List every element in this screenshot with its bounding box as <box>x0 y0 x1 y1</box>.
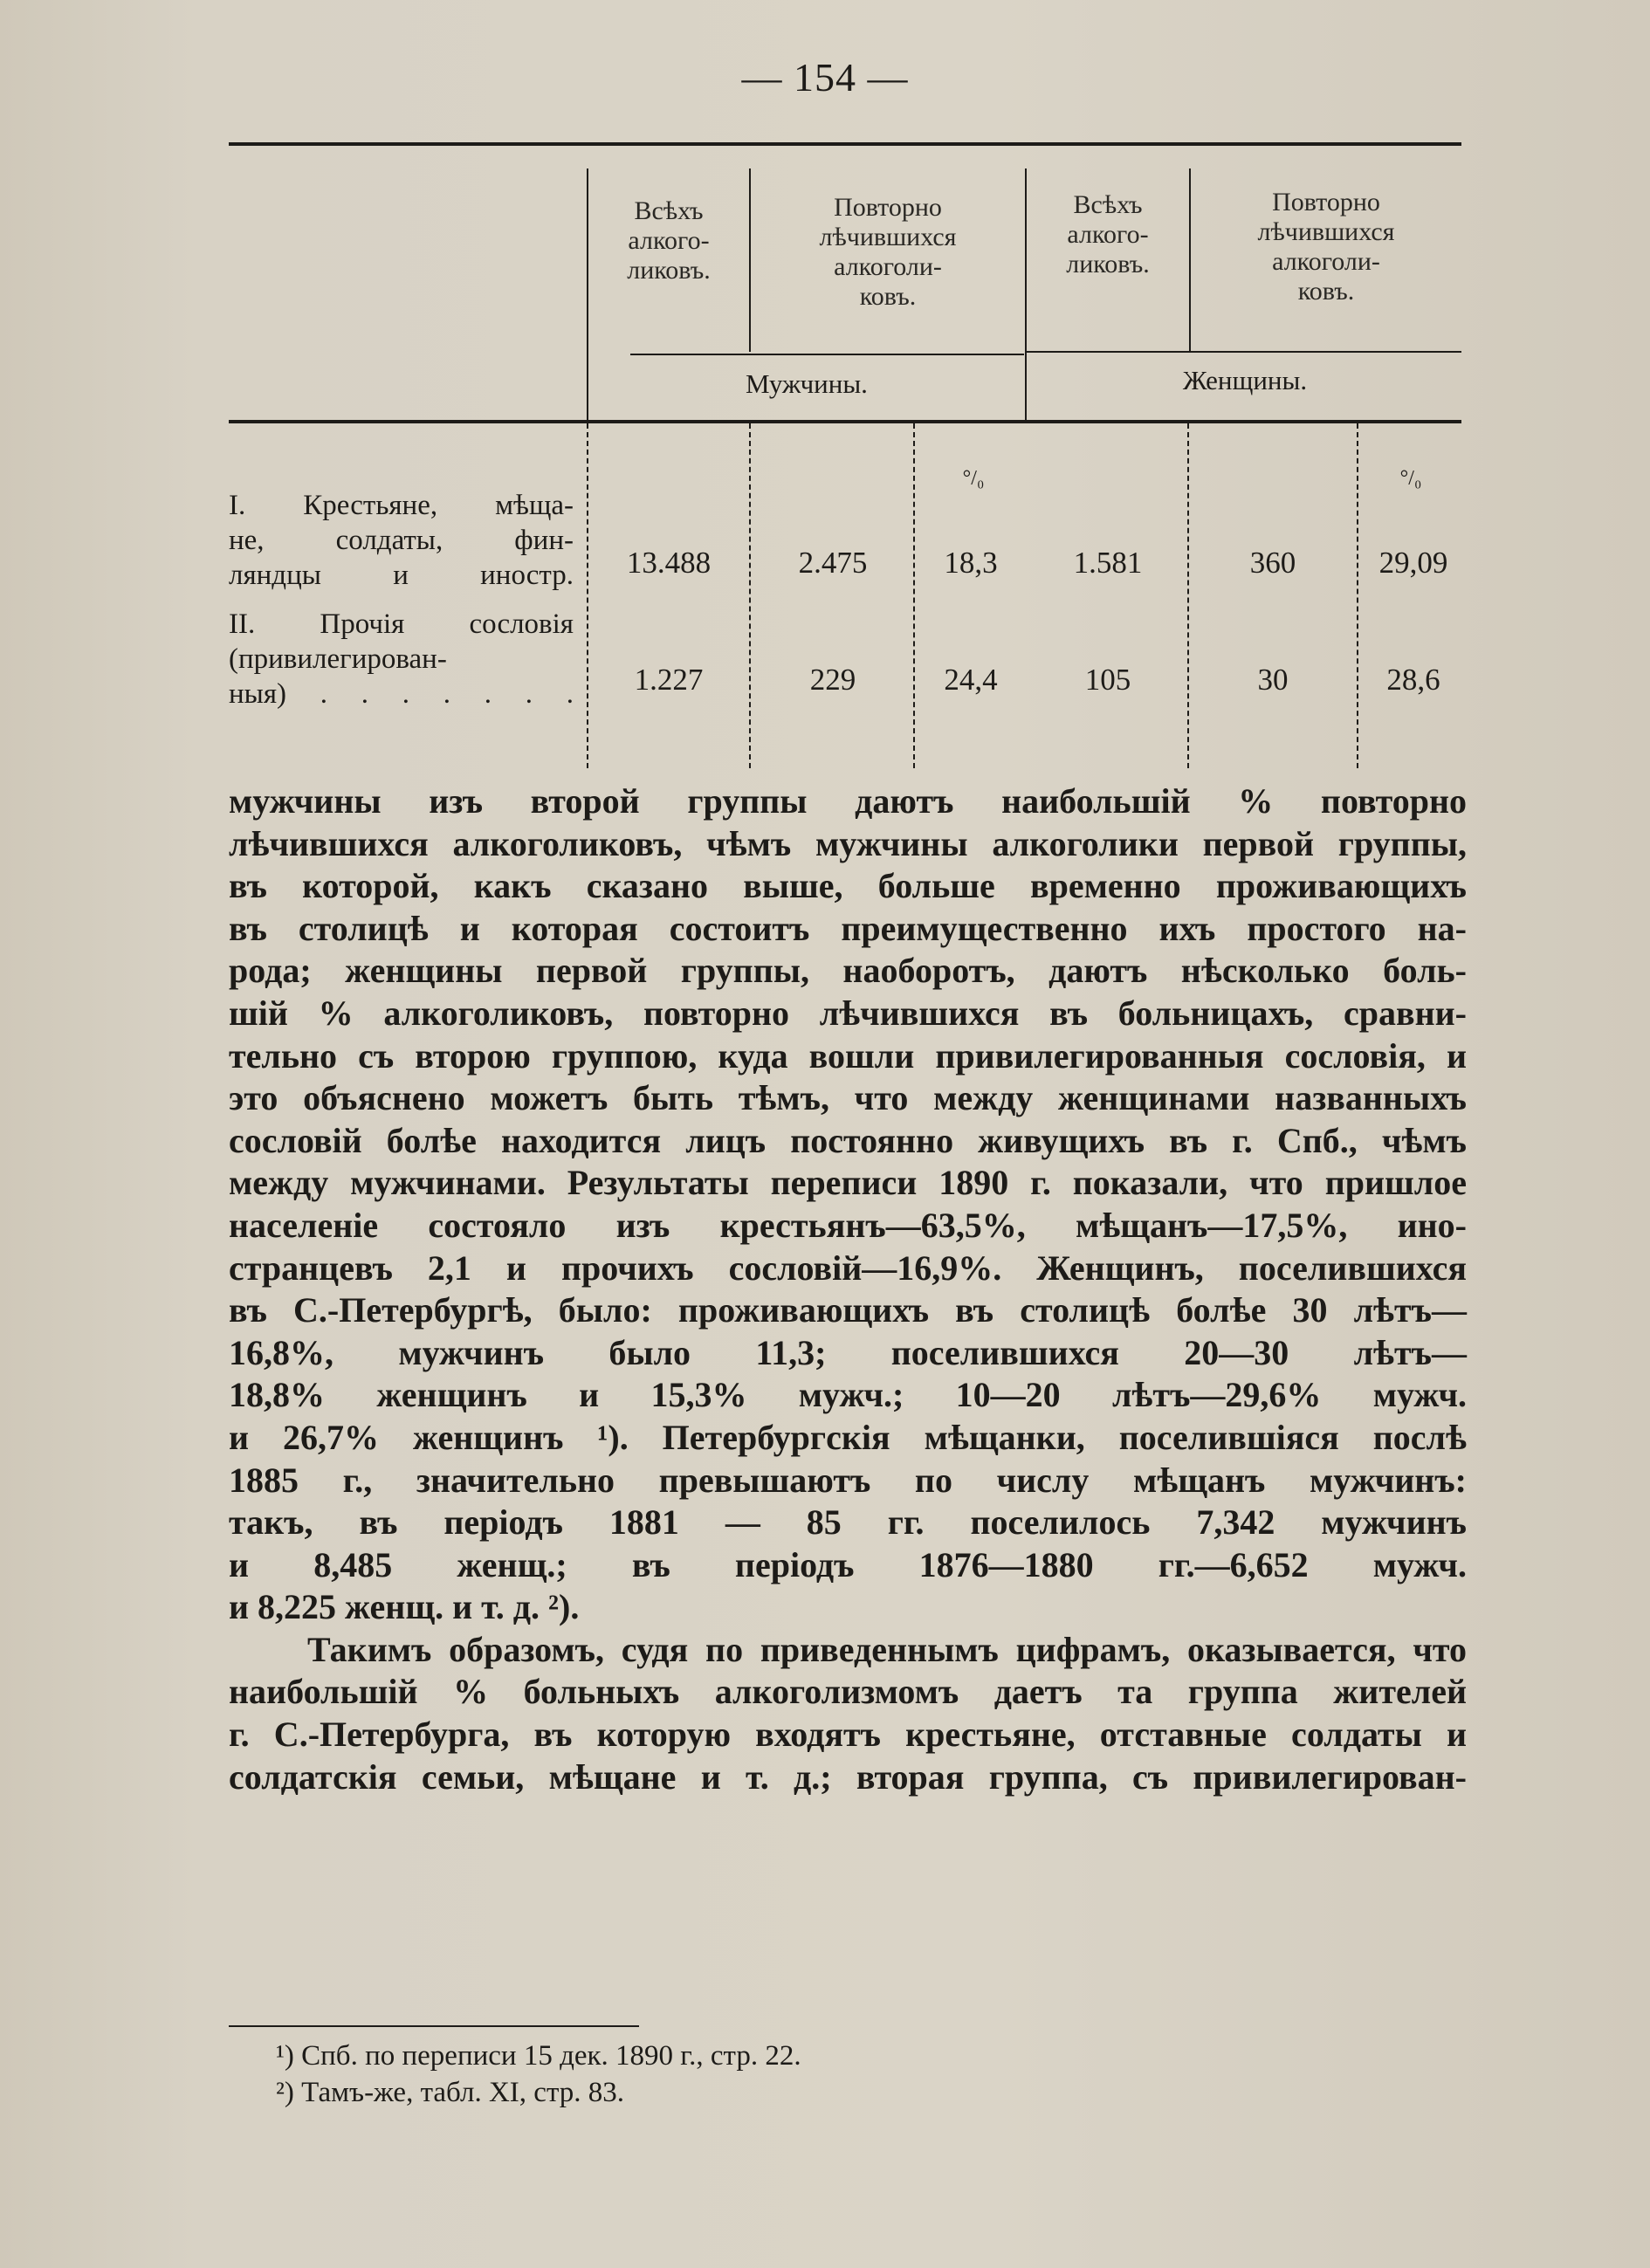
body-text <box>229 780 1467 1798</box>
col-rule-dashed <box>749 423 751 768</box>
col-rule <box>1189 168 1191 352</box>
cell-men-pct-2: 24,4 <box>944 663 998 697</box>
header-men-total: Всѣхъ алкого- ликовъ. <box>627 196 711 285</box>
cell-women-pct-1: 29,09 <box>1378 546 1448 580</box>
col-rule-dashed <box>1187 423 1189 768</box>
cell-women-pct-2: 28,6 <box>1386 663 1440 697</box>
header-women-repeat: Повторно лѣчившихся алкоголи- ковъ. <box>1257 188 1395 306</box>
text-line: 18,8% женщинъ и 15,3% мужч.; 10—20 лѣтъ—29,6% мужч. <box>229 1375 1467 1415</box>
text-line: Такимъ образомъ, судя по приведеннымъ цифрамъ, оказывается, что <box>307 1629 1467 1669</box>
footnote-2: ²) Тамъ-же, табл. XI, стр. 83. <box>276 2077 625 2108</box>
header-women-total: Всѣхъ алкого- ликовъ. <box>1066 190 1150 278</box>
row-label-1: I. Крестьяне, мѣща- не, солдаты, фин- ляндцы и иностр. <box>229 490 574 591</box>
text-line: въ С.-Петербургѣ, было: проживающихъ въ столицѣ болѣе 30 лѣтъ— <box>229 1290 1467 1330</box>
cell-men-repeat-2: 229 <box>809 663 856 697</box>
cell-women-total-2: 105 <box>1084 663 1131 697</box>
text-line: сословій болѣе находится лицъ постоянно живущихъ въ г. Спб., чѣмъ <box>229 1120 1467 1160</box>
col-rule <box>587 168 588 420</box>
header-bottom-rule <box>229 420 1461 423</box>
text-line: тельно съ второю группою, куда вошли привилегированныя сословія, и <box>229 1035 1467 1076</box>
text-line: странцевъ 2,1 и прочихъ сословій—16,9%. Женщинъ, поселившихся <box>229 1247 1467 1288</box>
footnote-1: ¹) Спб. по переписи 15 дек. 1890 г., стр. 22. <box>276 2040 801 2072</box>
cell-men-repeat-1: 2.475 <box>798 546 868 580</box>
text-line: и 8,225 женщ. и т. д. ²). <box>229 1587 580 1627</box>
page-number: — 154 — <box>741 55 909 100</box>
col-rule-dashed <box>1357 423 1358 768</box>
header-men-repeat: Повторно лѣчившихся алкоголи- ковъ. <box>819 193 957 311</box>
cell-women-repeat-2: 30 <box>1257 663 1289 697</box>
cell-women-repeat-1: 360 <box>1249 546 1296 580</box>
col-rule-dashed <box>587 423 588 768</box>
text-line: между мужчинами. Результаты переписи 1890 г. показали, что пришлое <box>229 1163 1467 1203</box>
header-subrule-men <box>630 354 1024 355</box>
col-rule <box>749 168 751 352</box>
text-line: шій % алкоголиковъ, повторно лѣчившихся въ больницахъ, сравни- <box>229 993 1467 1033</box>
text-line: рода; женщины первой группы, наоборотъ, даютъ нѣсколько боль- <box>229 951 1467 991</box>
percent-header-men: °/₀ <box>962 467 985 490</box>
text-line: солдатскія семьи, мѣщане и т. д.; вторая группа, съ привилегирован- <box>229 1756 1467 1797</box>
text-line: наибольшій % больныхъ алкоголизмомъ даетъ та группа жителей <box>229 1672 1467 1712</box>
text-line: 16,8%, мужчинъ было 11,3; поселившихся 20—30 лѣтъ— <box>229 1332 1467 1372</box>
text-line: въ столицѣ и которая состоитъ преимущественно ихъ простого на- <box>229 908 1467 948</box>
text-line: это объяснено можетъ быть тѣмъ, что между женщинами названныхъ <box>229 1078 1467 1118</box>
footnote-rule <box>229 2025 639 2027</box>
group-women: Женщины. <box>1182 365 1308 395</box>
text-line: и 8,485 женщ.; въ періодъ 1876—1880 гг.—6,652 мужч. <box>229 1544 1467 1584</box>
table-top-rule <box>229 142 1461 146</box>
cell-women-total-1: 1.581 <box>1073 546 1143 580</box>
text-line: такъ, въ періодъ 1881 — 85 гг. поселилось 7,342 мужчинъ <box>229 1502 1467 1543</box>
text-line: населеніе состояло изъ крестьянъ—63,5%, мѣщанъ—17,5%, ино- <box>229 1205 1467 1245</box>
cell-men-total-2: 1.227 <box>634 663 704 697</box>
cell-men-pct-1: 18,3 <box>944 546 998 580</box>
col-rule-dashed <box>913 423 915 768</box>
text-line: г. С.-Петербурга, въ которую входятъ крестьяне, отставные солдаты и <box>229 1715 1467 1755</box>
text-line: мужчины изъ второй группы даютъ наибольшій % повторно <box>229 781 1467 821</box>
statistics-table <box>229 142 1461 771</box>
text-line: въ которой, какъ сказано выше, больше временно проживающихъ <box>229 866 1467 906</box>
cell-men-total-1: 13.488 <box>626 546 712 580</box>
text-line: лѣчившихся алкоголиковъ, чѣмъ мужчины алкоголики первой группы, <box>229 823 1467 863</box>
row-label-2: II. Прочія сословія (привилегирован- ныя) . . . . . . . <box>229 608 574 710</box>
footnotes <box>276 2038 1411 2111</box>
text-line: 1885 г., значительно превышаютъ по числу мѣщанъ мужчинъ: <box>229 1460 1467 1500</box>
group-men: Мужчины. <box>746 368 868 399</box>
text-line: и 26,7% женщинъ ¹). Петербургскія мѣщанки, поселившіяся послѣ <box>229 1417 1467 1457</box>
percent-header-women: °/₀ <box>1399 467 1422 490</box>
col-rule <box>1025 168 1027 420</box>
header-subrule <box>1025 351 1461 353</box>
